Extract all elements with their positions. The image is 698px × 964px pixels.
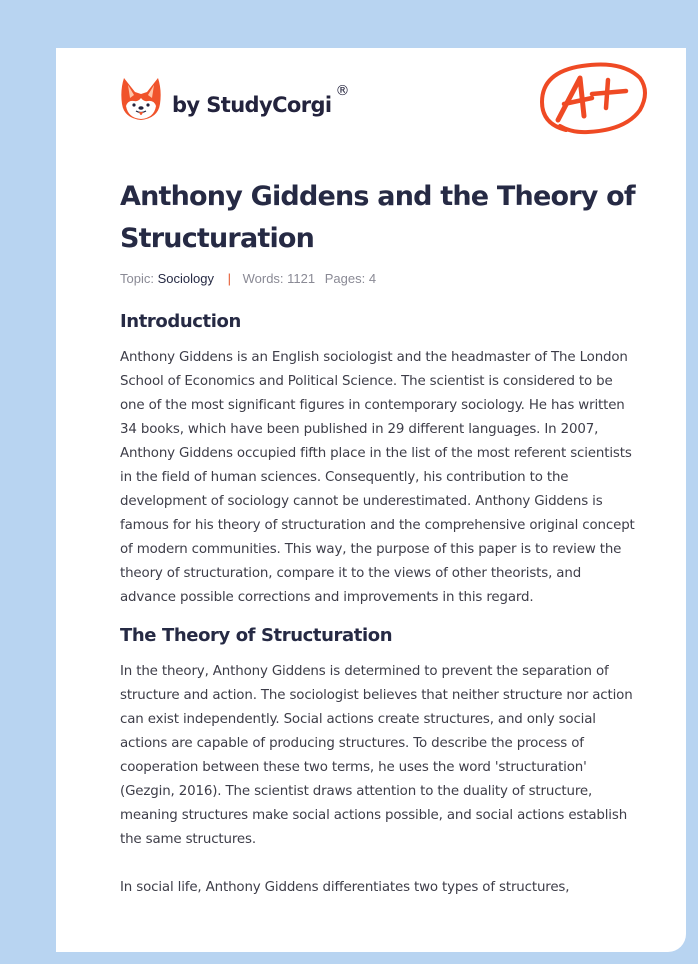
section-heading-theory: The Theory of Structuration xyxy=(120,625,393,646)
article-meta xyxy=(120,270,640,288)
paragraph: Anthony Giddens is an English sociologist and the headmaster of The London School of Economics and Political Science. The scientist is considered to be one of the most significant figures in contemporary sociology. He has written 34 books, which have been published in 29 different languages. In 2007, Anthony Giddens occupied fifth place in the list of the most referent scientists in the field of human sciences. Consequently, his contribution to the development of sociology cannot be underestimated. Anthony Giddens is famous for his theory of structuration and the comprehensive original concept of modern communities. This way, the purpose of this paper is to review the theory of structuration, compare it to the views of other theorists, and advance possible corrections and improvements in this regard. xyxy=(120,350,635,605)
topic-label: Topic: xyxy=(120,271,154,286)
registered-mark: ® xyxy=(335,83,350,99)
section-heading-introduction: Introduction xyxy=(120,311,241,332)
site-header xyxy=(120,76,350,122)
pages-count: 4 xyxy=(368,271,377,286)
brand-name: by StudyCorgi xyxy=(172,93,332,117)
words-count: 1121 xyxy=(287,271,316,286)
topic-link[interactable]: Sociology xyxy=(157,271,214,286)
article-title: Anthony Giddens and the Theory of Structuration xyxy=(120,181,635,254)
meta-separator: | xyxy=(227,271,231,286)
paragraph: In the theory, Anthony Giddens is determined to prevent the separation of structure and action. The sociologist believes that neither structure nor action can exist independently. Social actions create structures, and only social actions are capable of producing structures. To describe the process of cooperation between these two terms, he uses the word 'structuration' (Gezgin, 2016). The scientist draws attention to the duality of structure, meaning structures make social actions possible, and social actions establish the same structures. xyxy=(120,664,633,847)
document-page xyxy=(56,48,686,952)
pages-label: Pages: xyxy=(324,271,366,286)
paragraph: In social life, Anthony Giddens differentiates two types of structures, xyxy=(120,880,570,895)
corgi-head-icon xyxy=(120,76,162,122)
words-label: Words: xyxy=(242,271,284,286)
a-plus-grade-icon xyxy=(536,58,650,140)
article xyxy=(120,176,640,900)
